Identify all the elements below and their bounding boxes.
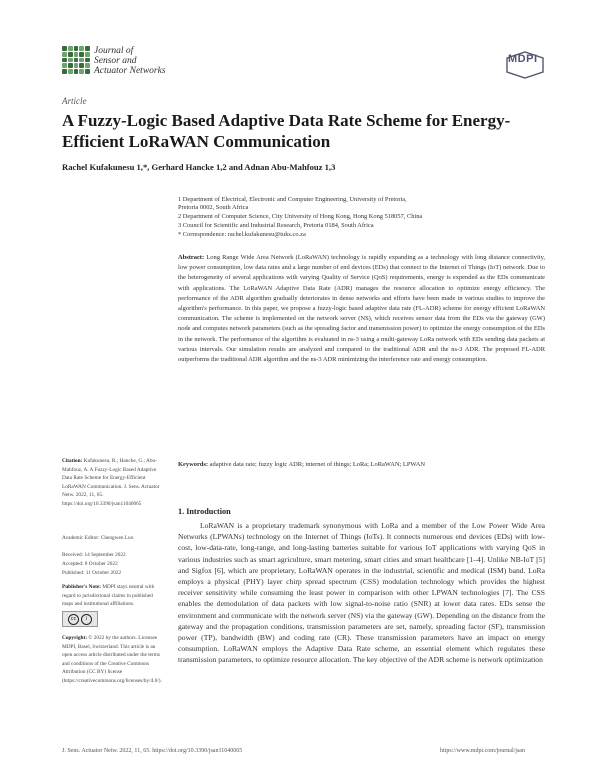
- citation-text[interactable]: Kufakunesu, R.; Hancke, G.; Abu-Mahfouz, A. A Fuzzy-Logic Based Adaptive Data Rate Scheme for Energy-Efficient LoRaWAN Communication. J. Sens. Actuator Netw. 2022, 11, 65. https://doi.org/10.3390/jsan11040065: [62, 458, 160, 507]
- accepted-date: Accepted: 8 October 2022: [62, 561, 118, 567]
- mdpi-logo-text: MDPI: [508, 53, 538, 65]
- abstract: [178, 253, 545, 365]
- abstract-text: Long Range Wide Area Network (LoRaWAN) technology is rapidly expanding as a technology with long distance connectivity, low power consumption, low data rates and a large number of end devices (EDs) that connect to the Internet of Things (IoT) network. Due to the heterogeneity of several applications with varying Quality of Service (QoS) requirements, energy is expended as the EDs communicate with applications. The LoRaWAN Adaptive Data Rate (ADR) manages the resource allocation to optimize energy efficiency. The performance of the ADR algorithm gradually deteriorates in dense networks and efforts have been made in various studies to improve the algorithm's performance. In this paper, we propose a fuzzy-logic based adaptive data rate (FL-ADR) scheme for energy efficient LoRaWAN communication. The scheme is implemented on the network server (NS), which receives sensor data from the EDs via the gateway (GW) node and computes network parameters (such as the spreading factor and transmission power) to optimize the energy consumption of the EDs in the network. The performance of the algorithm is evaluated in ns-3 using a multi-gateway LoRa network with EDs sending data packets at various intervals. Our simulation results are analyzed and compared to the traditional ADR and the ns-3 ADR. The proposed FL-ADR outperforms the traditional ADR algorithm and the ns-3 ADR minimizing the interference rate and energy consumption.: [178, 254, 545, 364]
- creative-commons-icon[interactable]: cc i: [62, 611, 98, 627]
- journal-logo-icon: [62, 46, 90, 74]
- journal-name-line3: Actuator Networks: [94, 66, 166, 76]
- journal-name: [94, 46, 166, 76]
- citation-label: Citation:: [62, 458, 83, 464]
- keywords-label: Keywords:: [178, 461, 209, 468]
- publisher-note-label: Publisher's Note:: [62, 584, 101, 590]
- keywords: [178, 461, 545, 468]
- intro-heading: 1. Introduction: [178, 507, 231, 516]
- copyright: [62, 634, 160, 686]
- affiliation-1-cont: Pretoria 0002, South Africa: [178, 204, 249, 211]
- academic-editor: Academic Editor: Chengwen Luo: [62, 535, 134, 541]
- published-date: Published: 11 October 2022: [62, 570, 122, 576]
- publisher-note-text: MDPI stays neutral with regard to jurisdictional claims in published maps and institutional affiliations.: [62, 584, 155, 608]
- page-title: A Fuzzy-Logic Based Adaptive Data Rate Scheme for Energy-Efficient LoRaWAN Communication: [62, 111, 511, 151]
- journal-name-line1: Journal of: [94, 46, 134, 56]
- intro-body: LoRaWAN is a proprietary trademark synonymous with LoRa and a member of the Low Power Wide Area Networks (LPWANs) technology on the Internet of Things (IoTs). It connects numerous end devices (EDs) with low-cost, low-data-rate, long-range, and long-lasting batteries suitable for various IoT applications with varying QoS in various industries such as smart agriculture, smart metering, smart cities and smart healthcare [1–4]. Unlike NB-IoT [5] and Sigfox [6], which are proprietary, LoRaWAN operates in the industrial, scientific and medical (ISM) band. LoRa employs a physical (PHY) layer chirp spread spectrum (CSS) modulation technology which provides the highest receiver sensitivity while consuming the least power in comparison with other LPWAN technologies [7]. The CSS enables the demodulation of data packets with low signal-to-noise ratio (SNR) at lower data rates. EDs sense the environment and communicate with the network server (NS) via the gateway (GW). Depending on the distance from the gateway and the propagation conditions, transmission parameters are set, namely, spreading factor (SF), transmission power (TP), bandwidth (BW) and coding rate (CR). These transmission parameters have an impact on energy consumption. LoRaWAN employs the Adaptive Data Rate scheme, an essential element which regulates these transmission parameters, to optimize resource allocation. The key objective of the ADR scheme is network optimization: [178, 521, 545, 665]
- affiliation-3: 3 Council for Scientific and Industrial Research, Pretoria 0184, South Africa: [178, 222, 374, 229]
- copyright-text: © 2022 by the authors. Licensee MDPI, Basel, Switzerland. This article is an open access article distributed under the terms and conditions of the Creative Commons Attribution (CC BY) license (https://creativecommons.org/licenses/by/4.0/).: [62, 635, 162, 684]
- publisher-note: [62, 583, 160, 609]
- journal-name-line2: Sensor and: [94, 56, 137, 66]
- affiliation-2: 2 Department of Computer Science, City University of Hong Kong, Hong Kong 518057, China: [178, 213, 423, 220]
- keywords-text: adaptive data rate; fuzzy logic ADR; internet of things; LoRa; LoRaWAN; LPWAN: [209, 461, 426, 468]
- copyright-label: Copyright:: [62, 635, 88, 641]
- abstract-label: Abstract:: [178, 254, 205, 261]
- article-type: Article: [62, 96, 87, 106]
- footer-citation[interactable]: J. Sens. Actuator Netw. 2022, 11, 65. https://doi.org/10.3390/jsan11040065: [62, 748, 243, 754]
- affiliation-1: 1 Department of Electrical, Electronic and Computer Engineering, University of Pretoria,: [178, 196, 407, 203]
- footer-journal-link[interactable]: https://www.mdpi.com/journal/jsan: [440, 748, 525, 754]
- received-date: Received: 14 September 2022: [62, 552, 126, 558]
- authors: Rachel Kufakunesu 1,*, Gerhard Hancke 1,2 and Adnan Abu-Mahfouz 1,3: [62, 162, 336, 172]
- citation: [62, 457, 160, 509]
- correspondence: * Correspondence: rachel.kufakunesu@tuks.co.za: [178, 231, 306, 238]
